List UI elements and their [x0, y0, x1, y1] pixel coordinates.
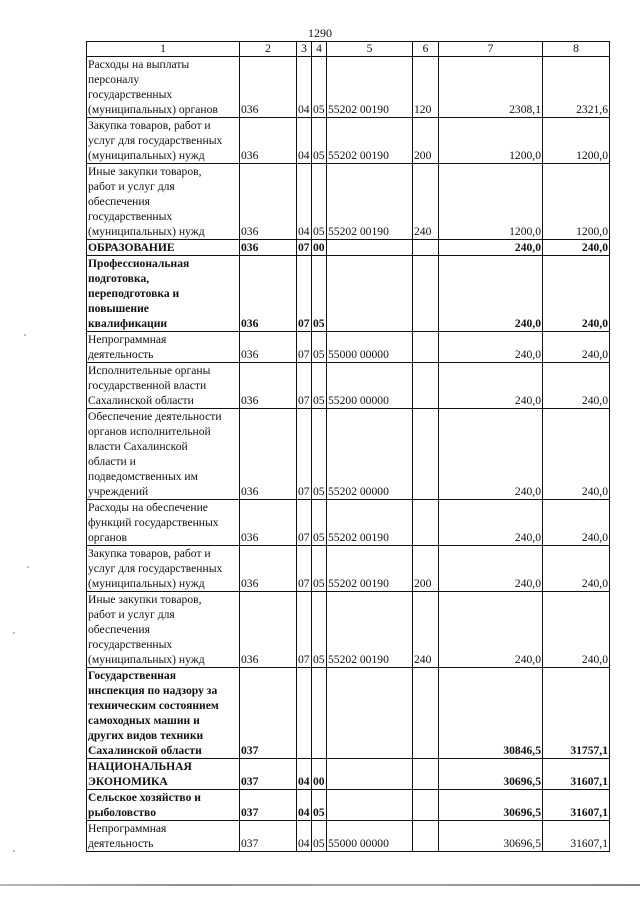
- scan-edge-line: [0, 884, 640, 886]
- section-cell: [297, 668, 312, 759]
- column-header: 8: [543, 42, 610, 57]
- section-cell: 07: [297, 332, 312, 363]
- subsection-cell: 05: [312, 409, 327, 500]
- sum-year-2-cell: 31607,1: [543, 790, 610, 821]
- target-article-cell: 55202 00190: [327, 592, 413, 668]
- grbs-cell: 037: [240, 759, 297, 790]
- table-row: [87, 821, 610, 852]
- sum-year-1-cell: 2308,1: [439, 57, 543, 118]
- target-article-cell: 55200 00000: [327, 363, 413, 409]
- grbs-cell: 036: [240, 256, 297, 332]
- table-row: [87, 164, 610, 240]
- sum-year-1-cell: 30846,5: [439, 668, 543, 759]
- grbs-cell: 037: [240, 790, 297, 821]
- target-article-cell: [327, 256, 413, 332]
- sum-year-2-cell: 240,0: [543, 500, 610, 546]
- target-article-cell: 55202 00190: [327, 500, 413, 546]
- row-name-cell: Государственная инспекция по надзору за техническим состоянием самоходных машин и других видов техники Сахалинской области: [87, 668, 240, 759]
- table-row: [87, 790, 610, 821]
- row-name-cell: Закупка товаров, работ и услуг для государственных (муниципальных) нужд: [87, 546, 240, 592]
- page-number: 1290: [308, 26, 332, 40]
- subsection-cell: 00: [312, 759, 327, 790]
- column-header: 5: [327, 42, 413, 57]
- sum-year-1-cell: 1200,0: [439, 164, 543, 240]
- sum-year-1-cell: 240,0: [439, 240, 543, 256]
- grbs-cell: 036: [240, 546, 297, 592]
- sum-year-2-cell: 240,0: [543, 332, 610, 363]
- column-header: 4: [312, 42, 327, 57]
- grbs-cell: 036: [240, 500, 297, 546]
- table-row: [87, 409, 610, 500]
- subsection-cell: 05: [312, 118, 327, 164]
- expense-type-cell: [413, 363, 439, 409]
- section-cell: 04: [297, 118, 312, 164]
- grbs-cell: 036: [240, 164, 297, 240]
- expense-type-cell: [413, 332, 439, 363]
- grbs-cell: 037: [240, 821, 297, 852]
- subsection-cell: 05: [312, 546, 327, 592]
- section-cell: 07: [297, 256, 312, 332]
- sum-year-1-cell: 240,0: [439, 500, 543, 546]
- sum-year-1-cell: 30696,5: [439, 821, 543, 852]
- target-article-cell: 55000 00000: [327, 332, 413, 363]
- sum-year-2-cell: 240,0: [543, 256, 610, 332]
- column-header: 1: [87, 42, 240, 57]
- column-header: 3: [297, 42, 312, 57]
- expense-type-cell: 200: [413, 546, 439, 592]
- expense-type-cell: [413, 240, 439, 256]
- row-name-cell: Закупка товаров, работ и услуг для государственных (муниципальных) нужд: [87, 118, 240, 164]
- expense-type-cell: [413, 409, 439, 500]
- target-article-cell: 55202 00190: [327, 57, 413, 118]
- scan-speck: [13, 850, 15, 852]
- subsection-cell: 05: [312, 363, 327, 409]
- sum-year-2-cell: 240,0: [543, 592, 610, 668]
- sum-year-1-cell: 30696,5: [439, 759, 543, 790]
- expense-type-cell: [413, 790, 439, 821]
- expense-type-cell: [413, 668, 439, 759]
- sum-year-2-cell: 240,0: [543, 409, 610, 500]
- row-name-cell: Иные закупки товаров, работ и услуг для обеспечения государственных (муниципальных) нужд: [87, 592, 240, 668]
- sum-year-1-cell: 240,0: [439, 592, 543, 668]
- row-name-cell: Непрограммная деятельность: [87, 332, 240, 363]
- target-article-cell: 55202 00190: [327, 164, 413, 240]
- sum-year-1-cell: 30696,5: [439, 790, 543, 821]
- table-row: [87, 500, 610, 546]
- table-row: [87, 256, 610, 332]
- column-header: 7: [439, 42, 543, 57]
- sum-year-2-cell: 240,0: [543, 240, 610, 256]
- table-body: [87, 57, 610, 852]
- row-name-cell: ОБРАЗОВАНИЕ: [87, 240, 240, 256]
- subsection-cell: 05: [312, 164, 327, 240]
- section-cell: 04: [297, 57, 312, 118]
- row-name-cell: Расходы на обеспечение функций государственных органов: [87, 500, 240, 546]
- scan-speck: [27, 566, 29, 568]
- expense-type-cell: 240: [413, 592, 439, 668]
- subsection-cell: 05: [312, 592, 327, 668]
- column-header: 2: [240, 42, 297, 57]
- target-article-cell: [327, 668, 413, 759]
- sum-year-2-cell: 31607,1: [543, 821, 610, 852]
- row-name-cell: Непрограммная деятельность: [87, 821, 240, 852]
- section-cell: 07: [297, 363, 312, 409]
- table-row: [87, 546, 610, 592]
- table-row: [87, 118, 610, 164]
- grbs-cell: 037: [240, 668, 297, 759]
- grbs-cell: 036: [240, 409, 297, 500]
- expense-type-cell: 200: [413, 118, 439, 164]
- grbs-cell: 036: [240, 592, 297, 668]
- subsection-cell: 05: [312, 790, 327, 821]
- target-article-cell: 55202 00000: [327, 409, 413, 500]
- sum-year-1-cell: 240,0: [439, 256, 543, 332]
- section-cell: 04: [297, 164, 312, 240]
- subsection-cell: [312, 668, 327, 759]
- sum-year-1-cell: 240,0: [439, 546, 543, 592]
- target-article-cell: 55000 00000: [327, 821, 413, 852]
- section-cell: 07: [297, 592, 312, 668]
- subsection-cell: 05: [312, 821, 327, 852]
- row-name-cell: Профессиональная подготовка, переподготовка и повышение квалификации: [87, 256, 240, 332]
- sum-year-2-cell: 1200,0: [543, 118, 610, 164]
- row-name-cell: Расходы на выплаты персоналу государственных (муниципальных) органов: [87, 57, 240, 118]
- section-cell: 07: [298, 241, 310, 254]
- subsection-cell: 05: [312, 57, 327, 118]
- grbs-cell: 036: [240, 332, 297, 363]
- sum-year-2-cell: 240,0: [543, 546, 610, 592]
- sum-year-2-cell: 2321,6: [543, 57, 610, 118]
- sum-year-1-cell: 240,0: [439, 363, 543, 409]
- row-name-cell: НАЦИОНАЛЬНАЯ ЭКОНОМИКА: [87, 759, 240, 790]
- expense-type-cell: [413, 500, 439, 546]
- table-row: [87, 240, 610, 256]
- table-row: [87, 759, 610, 790]
- table-row: [87, 592, 610, 668]
- section-cell: 07: [297, 409, 312, 500]
- row-name-cell: Обеспечение деятельности органов исполнительной власти Сахалинской области и подведомственных им учреждений: [87, 409, 240, 500]
- section-cell: 04: [297, 821, 312, 852]
- scan-speck: [13, 632, 15, 634]
- table-row: [87, 57, 610, 118]
- grbs-cell: 036: [240, 363, 297, 409]
- scan-speck: [24, 334, 26, 336]
- section-cell: 07: [297, 546, 312, 592]
- sum-year-1-cell: 240,0: [439, 332, 543, 363]
- grbs-cell: 036: [240, 57, 297, 118]
- row-name-cell: Сельское хозяйство и рыболовство: [87, 790, 240, 821]
- table-row: [87, 332, 610, 363]
- sum-year-1-cell: 240,0: [439, 409, 543, 500]
- table-row: [87, 668, 610, 759]
- target-article-cell: [327, 240, 413, 256]
- sum-year-2-cell: 31607,1: [543, 759, 610, 790]
- expense-type-cell: 120: [413, 57, 439, 118]
- sum-year-2-cell: 1200,0: [543, 164, 610, 240]
- target-article-cell: 55202 00190: [327, 118, 413, 164]
- target-article-cell: [327, 759, 413, 790]
- grbs-cell: 036: [240, 240, 297, 256]
- grbs-cell: 036: [240, 118, 297, 164]
- sum-year-2-cell: 240,0: [543, 363, 610, 409]
- subsection-cell: 05: [312, 332, 327, 363]
- subsection-cell: 00: [313, 241, 325, 254]
- row-name-cell: Иные закупки товаров, работ и услуг для обеспечения государственных (муниципальных) нужд: [87, 164, 240, 240]
- expense-type-cell: 240: [413, 164, 439, 240]
- table-row: [87, 363, 610, 409]
- expense-type-cell: [413, 256, 439, 332]
- target-article-cell: 55202 00190: [327, 546, 413, 592]
- section-cell: 04: [297, 759, 312, 790]
- expense-type-cell: [413, 821, 439, 852]
- row-name-cell: Исполнительные органы государственной власти Сахалинской области: [87, 363, 240, 409]
- subsection-cell: 05: [312, 500, 327, 546]
- sum-year-1-cell: 1200,0: [439, 118, 543, 164]
- target-article-cell: [327, 790, 413, 821]
- column-header: 6: [413, 42, 439, 57]
- section-cell: 07: [297, 500, 312, 546]
- sum-year-2-cell: 31757,1: [543, 668, 610, 759]
- budget-table: [86, 41, 610, 852]
- subsection-cell: 05: [312, 256, 327, 332]
- section-cell: 04: [297, 790, 312, 821]
- expense-type-cell: [413, 759, 439, 790]
- header-row: [87, 42, 610, 57]
